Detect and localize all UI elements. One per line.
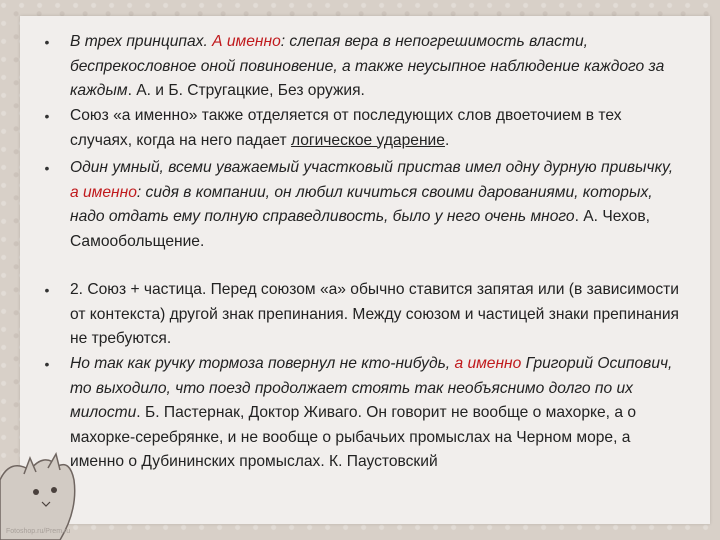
text-segment: а именно [454,355,522,372]
item-text [70,355,672,470]
text-segment: Но так как ручку тормоза повернул не кто-нибудь, [70,355,455,372]
text-segment: Один умный, всеми уважаемый участковый пристав имел одну дурную привычку, [70,159,674,176]
text-segment: логическое ударение [290,131,445,149]
bullet-icon: • [44,160,50,176]
item-text [70,107,622,149]
text-segment: А именно [212,33,281,50]
text-segment: Союз «а именно» также отделяется от последующих слов двоеточием в тех случаях, когда на него падает [70,107,622,149]
text-segment: 2. Союз + частица. Перед союзом «а» обычно ставится запятая или (в зависимости от контекста) другой знак препинания. Между союзом и частицей знаки препинания не требуются. [70,281,680,347]
bullet-icon: • [44,282,50,298]
list-item [42,104,682,156]
list-item [42,352,682,475]
bullet-icon: • [44,356,50,372]
text-segment: Григорий Осипович, то выходило, что поезд продолжает стоять так необъяснимо долго по их милости [70,355,673,421]
text-segment: В трех принципах. [70,33,213,50]
bullet-icon: • [44,108,50,124]
text-segment: . А. и Б. Стругацкие, Без оружия. [127,82,365,99]
item-text [70,281,679,347]
text-segment: : слепая вера в непогрешимость власти, беспрекословное оной повиновение, а также неусыпное наблюдение каждого за каждым [70,33,665,99]
list-item [42,278,682,352]
list-item [42,156,682,278]
text-segment: . [444,131,450,149]
text-segment: . А. Чехов, Самообольщение. [70,208,650,250]
item-text [70,159,673,250]
bullet-icon: • [44,34,50,50]
text-segment: : сидя в компании, он любил кичиться своими дарованиями, которых, надо отдать ему полную справедливость, было у него очень много [70,183,653,225]
text-segment: . Б. Пастернак, Доктор Живаго. Он говорит не вообще о махорке, а о махорке-серебрянке, и не вообще о рыбачьих промыслах на Черном море, а именно о Дубининских промыслах. К. Паустовский [70,404,637,470]
text-segment: а именно [70,183,137,201]
bullet-list [42,30,682,475]
watermark: Fotoshop.ru/Prem.ru [6,528,71,535]
item-text [70,33,664,99]
list-item [42,30,682,104]
